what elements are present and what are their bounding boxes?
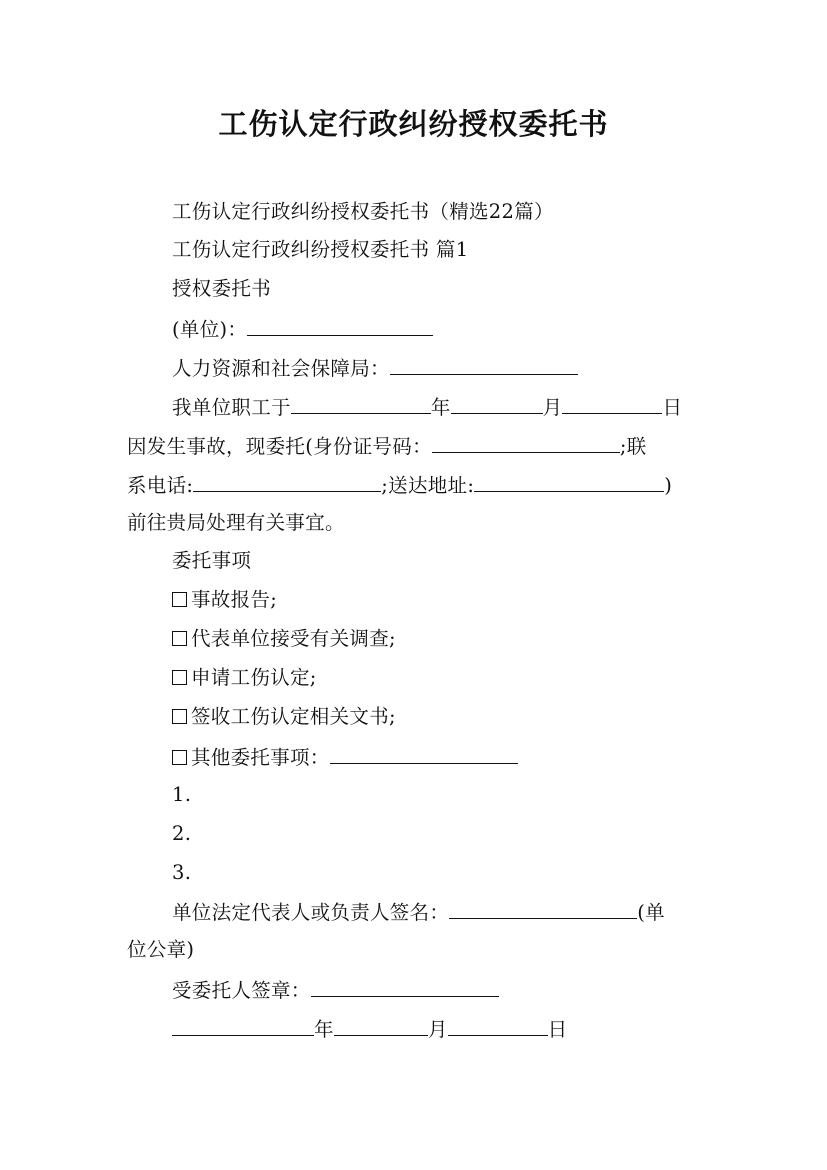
legal-rep-suffix: (单 [637, 901, 665, 924]
sign-day-blank [448, 1015, 548, 1036]
matter-item [172, 704, 396, 730]
numbered-item: 3. [172, 861, 192, 884]
matter-label: 申请工伤认定; [191, 666, 317, 689]
matter-item [172, 665, 317, 691]
year-char: 年 [430, 396, 451, 419]
phone-blank [193, 471, 381, 492]
id-number-blank [432, 432, 620, 453]
para1-line1 [172, 393, 682, 421]
sign-month-char: 月 [427, 1018, 448, 1041]
sign-day-char: 日 [547, 1018, 568, 1041]
para1-line4: 前往贵局处理有关事宜。 [127, 511, 345, 534]
bureau-blank [390, 354, 578, 375]
para1-text-id: 因发生事故，现委托(身份证号码： [127, 435, 432, 458]
numbered-item: 2. [172, 822, 192, 845]
checkbox-icon[interactable] [172, 592, 187, 607]
legal-rep-line [172, 898, 665, 926]
signature-date-line [172, 1015, 567, 1043]
matter-label: 签收工伤认定相关文书; [191, 705, 396, 728]
matter-label: 其他委托事项： [191, 746, 330, 769]
unit-blank [247, 315, 433, 336]
legal-rep-label: 单位法定代表人或负责人签名： [172, 901, 450, 924]
address-label: ;送达地址: [381, 474, 475, 497]
para1-line2 [127, 432, 647, 460]
day-char: 日 [662, 396, 683, 419]
checkbox-icon[interactable] [172, 631, 187, 646]
matter-label: 代表单位接受有关调查; [191, 627, 396, 650]
checkbox-icon[interactable] [172, 670, 187, 685]
matter-label: 事故报告; [191, 588, 278, 611]
date-year-blank [291, 393, 431, 414]
close-paren: ) [664, 474, 673, 497]
matter-item [172, 626, 396, 652]
agent-blank [311, 976, 499, 997]
document-title: 工伤认定行政纠纷授权委托书 [218, 107, 609, 141]
sign-month-blank [334, 1015, 428, 1036]
date-day-blank [562, 393, 662, 414]
agent-line [172, 976, 499, 1004]
document-subtitle: 工伤认定行政纠纷授权委托书（精选22篇） [172, 200, 554, 223]
bureau-label: 人力资源和社会保障局： [172, 357, 390, 380]
section-heading: 工伤认定行政纠纷授权委托书 篇1 [172, 238, 469, 261]
sign-year-blank [172, 1015, 314, 1036]
agent-label: 受委托人签章： [172, 979, 311, 1002]
other-matters-blank [330, 743, 518, 764]
month-char: 月 [542, 396, 563, 419]
bureau-line [172, 354, 578, 382]
unit-label: (单位)： [172, 318, 248, 341]
checkbox-icon[interactable] [172, 709, 187, 724]
numbered-item: 1. [172, 783, 192, 806]
para1-text-contact: ;联 [619, 435, 647, 458]
matter-item [172, 743, 518, 771]
matters-heading: 委托事项 [172, 549, 252, 572]
date-month-blank [451, 393, 543, 414]
legal-rep-blank [449, 898, 637, 919]
unit-line [172, 315, 433, 343]
legal-rep-cont: 位公章) [127, 938, 195, 961]
sign-year-char: 年 [314, 1018, 334, 1041]
form-title: 授权委托书 [172, 277, 272, 300]
para1-text-a: 我单位职工于 [172, 396, 291, 419]
phone-label: 系电话: [127, 474, 194, 497]
para1-line3 [127, 471, 672, 499]
checkbox-icon[interactable] [172, 750, 187, 765]
address-blank [474, 471, 664, 492]
matter-item [172, 587, 277, 613]
